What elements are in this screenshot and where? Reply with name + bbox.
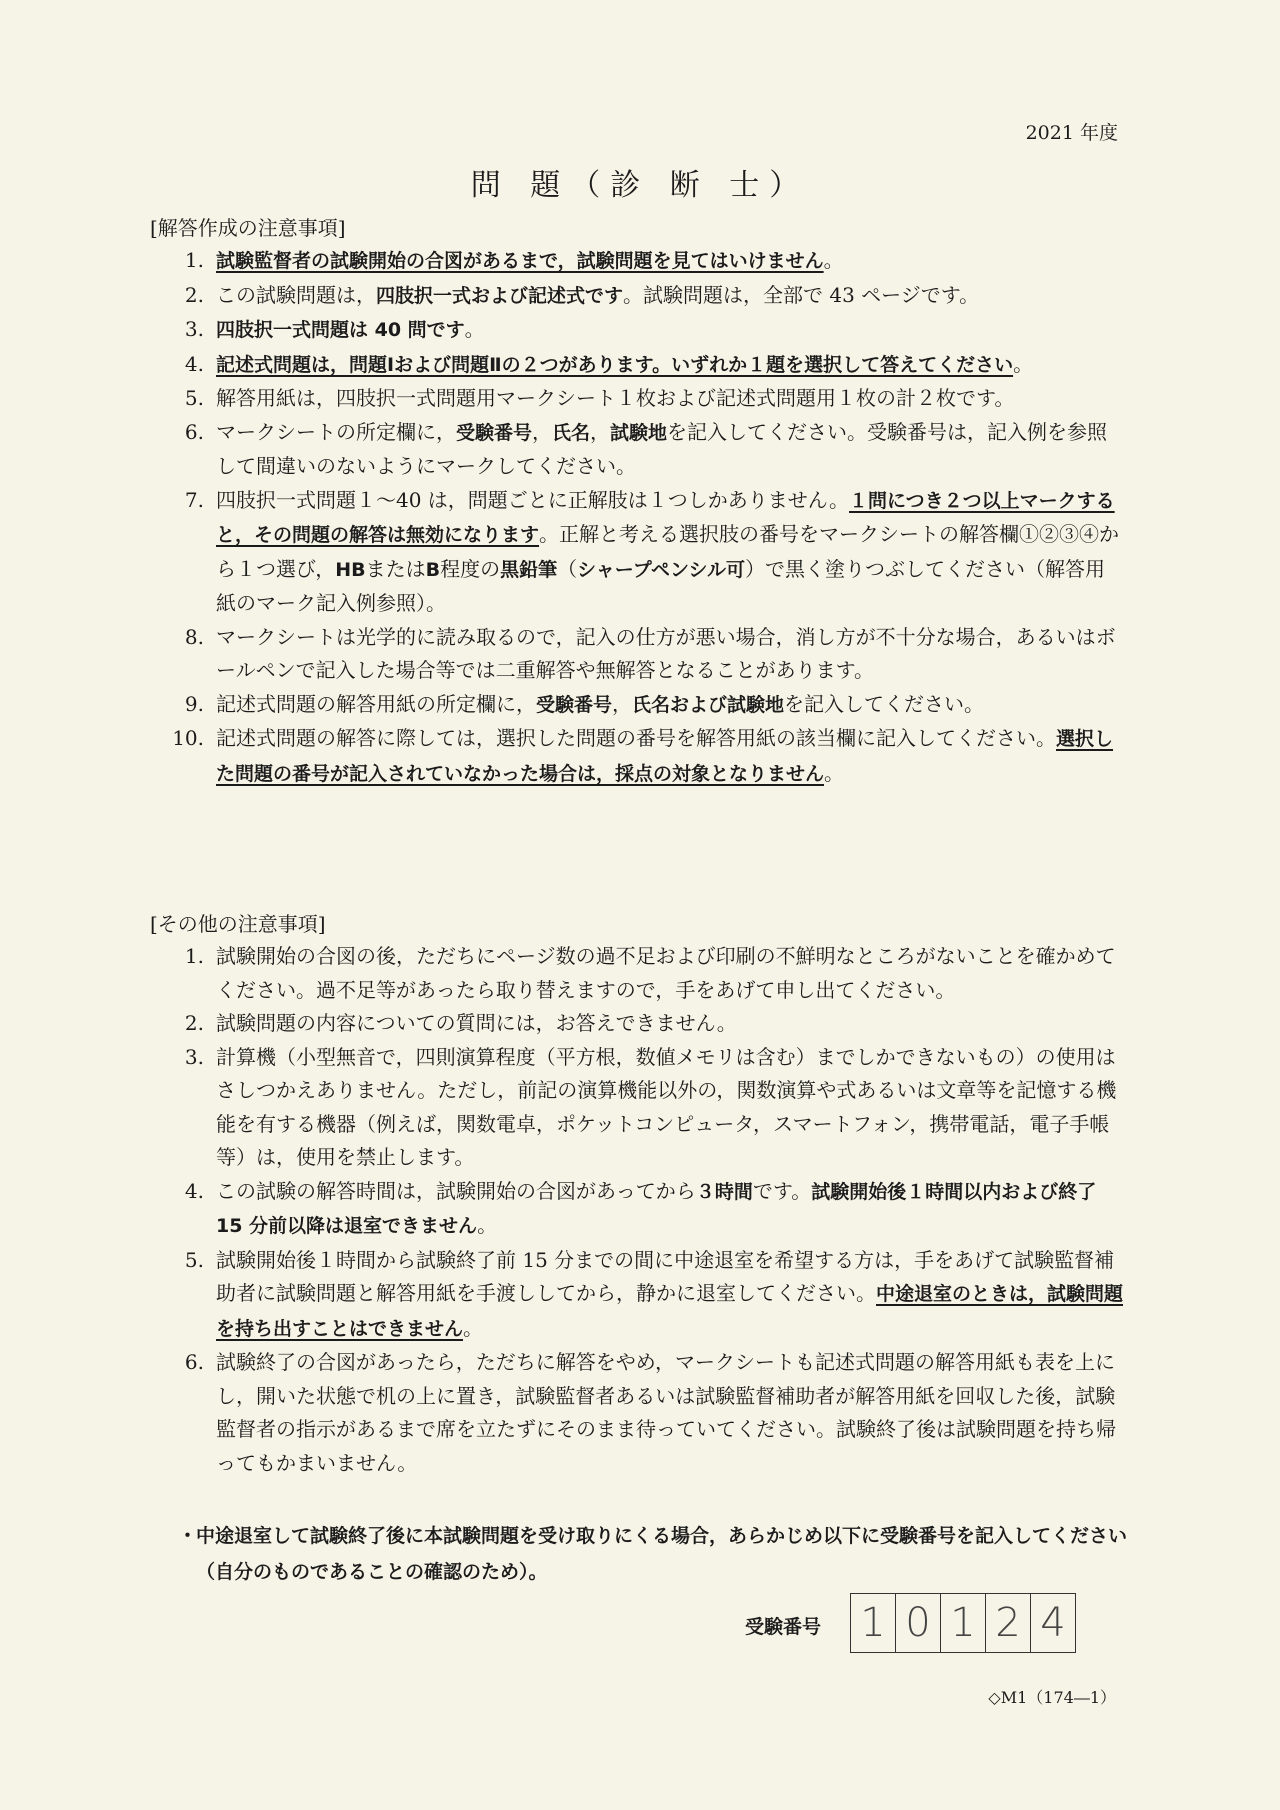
instruction-item [150,348,1125,383]
item-text: 試験開始の合図の後，ただちにページ数の過不足および印刷の不鮮明なところがないことを確かめてください。過不足等があったら取り替えますので，手をあげて申し出てください。 [216,944,1116,1002]
item-text: を記入してください。受験番号は，記入例を参照して間違いのないようにマークしてください。 [216,419,1108,478]
item-number: 1. [184,248,204,272]
item-number: 8. [184,624,204,649]
instruction-item [150,279,1125,314]
item-text: を記入してください。 [784,691,985,716]
item-emphasis-text: ３時間 [695,1180,753,1203]
item-emphasis-text: 記述式問題は，問題Ⅰおよび問題Ⅱの２つがあります。いずれか１題を選択して答えてください [216,353,1014,376]
item-text: （ [557,556,578,581]
item-emphasis-text: 四肢択一式問題は 40 問です [216,319,465,341]
item-text: 試験開始後１時間から試験終了前 15 分までの間に中途退室を希望する方は，手をあげて試験監督補助者に試験問題と解答用紙を手渡ししてから，静かに退室してください。 [216,1247,1115,1305]
instruction-item [150,1346,1125,1480]
exam-number-digit[interactable]: 4 [1040,1600,1066,1646]
instruction-item [150,940,1125,1007]
item-number: 3. [184,1044,204,1069]
item-text: 。正解と考える選択肢の番号をマークシートの解答欄①②③④から１つ選び， [216,522,1120,581]
item-text: ， [532,419,553,444]
item-text: 程度の [440,556,501,581]
item-number: 2. [184,282,204,307]
item-text: 。 [463,1315,484,1340]
item-emphasis-text: 氏名 [552,421,591,444]
item-emphasis-text: 試験監督者の試験開始の合図があるまで，試験問題を見てはいけません [216,250,824,272]
item-text: 。 [464,317,485,341]
item-text: ， [590,419,611,444]
item-number: 4. [184,1178,204,1203]
withdrawal-note [178,1518,1146,1590]
other-section-heading: [その他の注意事項] [150,912,326,936]
item-text: 計算機（小型無音で，四則演算程度（平方根，数値メモリは含む）までしかできないもの）の使用はさしつかえありません。ただし，前記の演算機能以外の，関数演算や式あるいは文章等を記憶する機能を有する機器（例えば，関数電卓，ポケットコンピュータ，スマートフォン，携帯電話，電子手帳等）は，使用を禁止します。 [216,1044,1117,1169]
item-emphasis-text: 受験番号 [456,421,533,444]
item-emphasis-text: 選択した問題の番号が記入されていなかった場合は，採点の対象となりません [216,728,1114,785]
item-emphasis-text: B [425,558,441,581]
item-text: です。 [752,1178,812,1203]
item-text: 。試験問題は，全部で 43 ページです。 [623,282,980,307]
item-text: マークシートは光学的に読み取るので，記入の仕方が悪い場合，消し方が不十分な場合，あるいはボールペンで記入した場合等では二重解答や無解答となることがあります。 [216,624,1116,682]
item-text: 記述式問題の解答用紙の所定欄に， [216,691,536,716]
year-label: 2021 年度 [1025,122,1118,144]
item-text: マークシートの所定欄に， [216,419,456,444]
item-number: 10. [172,726,204,750]
page-title: 問 題（診 断 士） [470,168,810,203]
item-number: 4. [184,351,204,376]
item-number: 2. [184,1011,204,1035]
item-text: 。 [824,760,845,785]
item-emphasis-text: シャープペンシル可 [577,558,746,581]
exam-number-digit[interactable]: 2 [986,1594,1031,1652]
other-instructions-list [150,940,1125,1480]
item-number: 5. [184,1247,204,1272]
item-text: 解答用紙は，四肢択一式問題用マークシート１枚および記述式問題用１枚の計２枚です。 [216,386,1015,410]
instruction-item [150,416,1125,484]
item-emphasis-text: 氏名および試験地 [632,693,785,716]
item-number: 7. [184,487,204,512]
item-emphasis-text: HB [335,558,366,581]
item-emphasis-text: 試験地 [610,421,668,444]
instruction-item [150,382,1125,416]
item-number: 5. [184,386,204,410]
item-emphasis-text: 受験番号 [536,693,613,716]
answer-section-heading: [解答作成の注意事項] [150,216,346,240]
item-number: 6. [184,419,204,444]
instruction-item [150,722,1125,791]
item-text: または [365,556,426,581]
exam-number-digit[interactable]: 1 [941,1594,986,1652]
item-text: 。 [1013,351,1034,376]
item-text: 四肢択一式問題１～40 は，問題ごとに正解肢は１つしかありません。 [216,487,850,512]
instruction-item [150,688,1125,723]
instruction-item [150,1244,1125,1347]
item-emphasis-text: １問につき２つ以上マークすると，その問題の解答は無効になります [216,489,1115,546]
instruction-item [150,1175,1125,1244]
item-text: この試験の解答時間は，試験開始の合図があってから [216,1178,696,1203]
item-emphasis-text: 試験開始後１時間以内および終了 15 分前以降は退室できません [216,1180,1097,1237]
exam-number-digit[interactable]: 1 [851,1594,896,1652]
item-emphasis-text: 四肢択一式および記述式です [376,284,624,307]
exam-number-boxes[interactable] [850,1593,1076,1653]
item-text: 記述式問題の解答に際しては，選択した問題の番号を解答用紙の該当欄に記入してください。 [216,726,1056,750]
item-text: 。 [477,1213,498,1237]
item-text: 試験終了の合図があったら，ただちに解答をやめ，マークシートも記述式問題の解答用紙も表を上にし，開いた状態で机の上に置き，試験監督者あるいは試験監督補助者が解答用紙を回収した後，試験監督者の指示があるまで席を立たずにそのまま待っていてください。試験終了後は試験問題を持ち帰ってもかまいません。 [216,1350,1116,1475]
instruction-item [150,621,1125,688]
item-number: 9. [184,691,204,716]
item-number: 6. [184,1350,204,1374]
item-text: この試験問題は， [216,282,376,307]
withdrawal-note-text: 中途退室して試験終了後に本試験問題を受け取りにくる場合，あらかじめ以下に受験番号を記入してください（自分のものであることの確認のため）。 [196,1525,1128,1583]
item-number: 3. [184,317,204,341]
exam-number-digit[interactable]: 0 [896,1594,941,1652]
item-number: 1. [184,944,204,968]
answer-instructions-list [150,244,1125,791]
instruction-item [150,313,1125,348]
item-text: 試験問題の内容についての質問には，お答えできません。 [216,1011,737,1035]
instruction-item [150,484,1125,621]
instruction-item [150,244,1125,279]
exam-number-label: 受験番号 [745,1616,822,1638]
bullet-mark: ・ [178,1525,198,1547]
footer-code: ◇M1（174―1） [988,1688,1116,1707]
item-text: ）で黒く塗りつぶしてください（解答用紙のマーク記入例参照）。 [216,556,1106,615]
item-emphasis-text: 黒鉛筆 [500,558,558,581]
instruction-item [150,1007,1125,1041]
item-emphasis-text: 中途退室のときは，試験問題を持ち出すことはできません [216,1283,1124,1340]
item-text: ， [612,691,633,716]
item-text: 。 [823,248,844,272]
instruction-item [150,1041,1125,1175]
